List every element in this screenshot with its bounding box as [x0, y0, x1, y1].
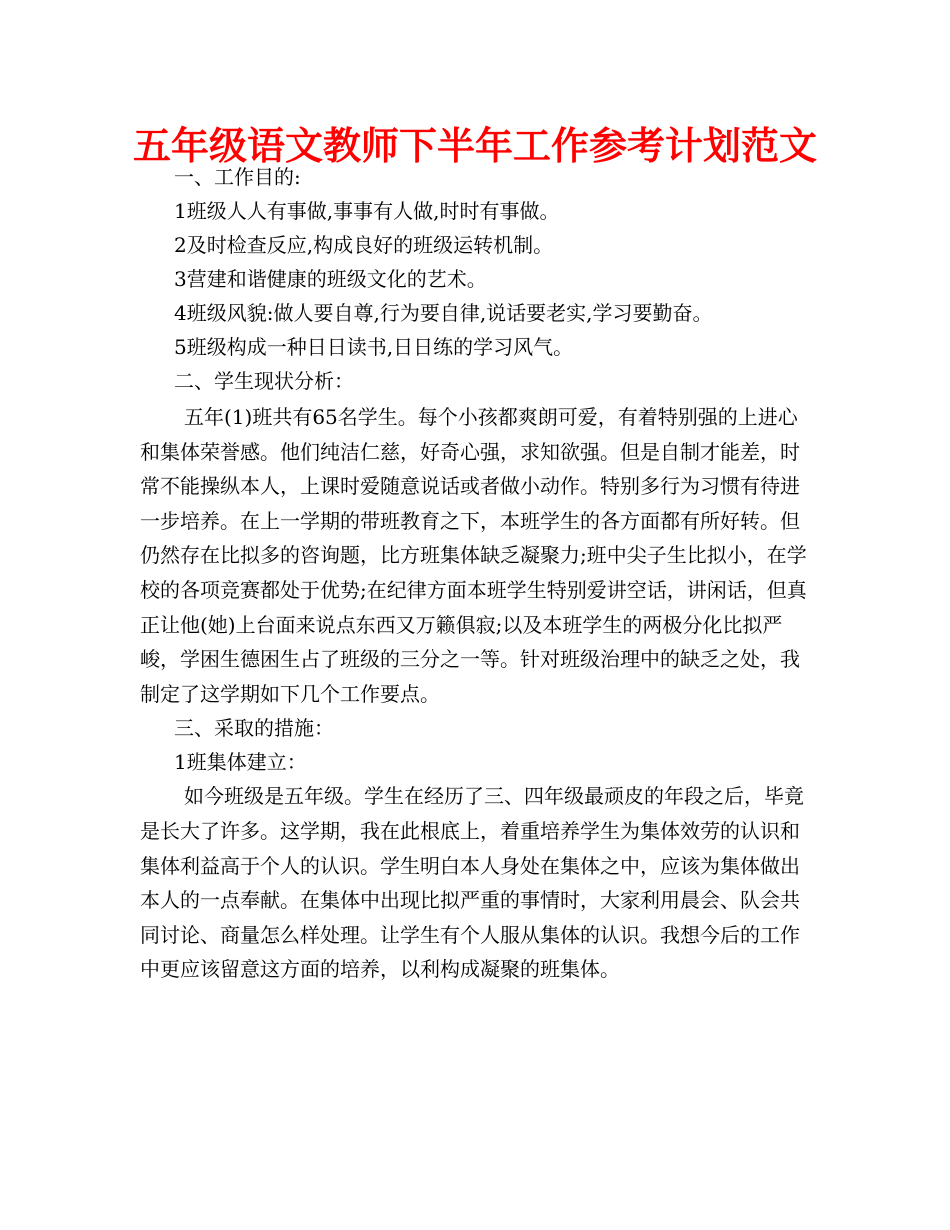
goal-item-5: 5班级构成一种日日读书,日日练的学习风气。 — [174, 335, 574, 359]
class-building-paragraph: 如今班级是五年级。学生在经历了三、四年级最顽皮的年段之后，毕竟是长大了许多。这学期，我在此根底上，着重培养学生为集体效劳的认识和集体利益高于个人的认识。学生明白本人身处在集体之中，应该为集体做出本人的一点奉献。在集体中出现比拟严重的事情时，大家利用晨会、队会共同讨论、商量怎么样处理。让学生有个人服从集体的认识。我想今后的工作中更应该留意这方面的培养，以利构成凝聚的班集体。 — [140, 784, 804, 982]
goal-item-3: 3营建和谐健康的班级文化的艺术。 — [174, 267, 487, 291]
document-body — [140, 160, 820, 987]
analysis-paragraph: 五年(1)班共有65名学生。每个小孩都爽朗可爱，有着特别强的上进心和集体荣誉感。他们纯洁仁慈，好奇心强，求知欲强。但是自制才能差，时常不能操纵本人，上课时爱随意说话或者做小动作。特别多行为习惯有待进一步培养。在上一学期的带班教育之下，本班学生的各方面都有所好转。但仍然存在比拟多的咨询题，比方班集体缺乏凝聚力;班中尖子生比拟小，在学校的各项竞赛都处于优势;在纪律方面本班学生特别爱讲空话，讲闲话，但真正让他(她)上台面来说点东西又万籁俱寂;以及本班学生的两极分化比拟严峻，学困生德困生占了班级的三分之一等。针对班级治理中的缺乏之处，我制定了这学期如下几个工作要点。 — [140, 405, 807, 706]
section-heading-goals: 一、工作目的: — [174, 165, 301, 189]
section-heading-analysis: 二、学生现状分析： — [174, 369, 354, 393]
document-title: 五年级语文教师下半年工作参考计划范文 — [132, 124, 817, 168]
goal-item-4: 4班级风貌:做人要自尊,行为要自律,说话要老实,学习要勤奋。 — [174, 301, 713, 325]
goal-item-1: 1班级人人有事做,事事有人做,时时有事做。 — [174, 199, 560, 223]
section-heading-measures: 三、采取的措施： — [174, 716, 334, 741]
subsection-heading-class-building: 1班集体建立： — [174, 750, 307, 775]
goal-item-2: 2及时检查反应,构成良好的班级运转机制。 — [174, 233, 554, 257]
